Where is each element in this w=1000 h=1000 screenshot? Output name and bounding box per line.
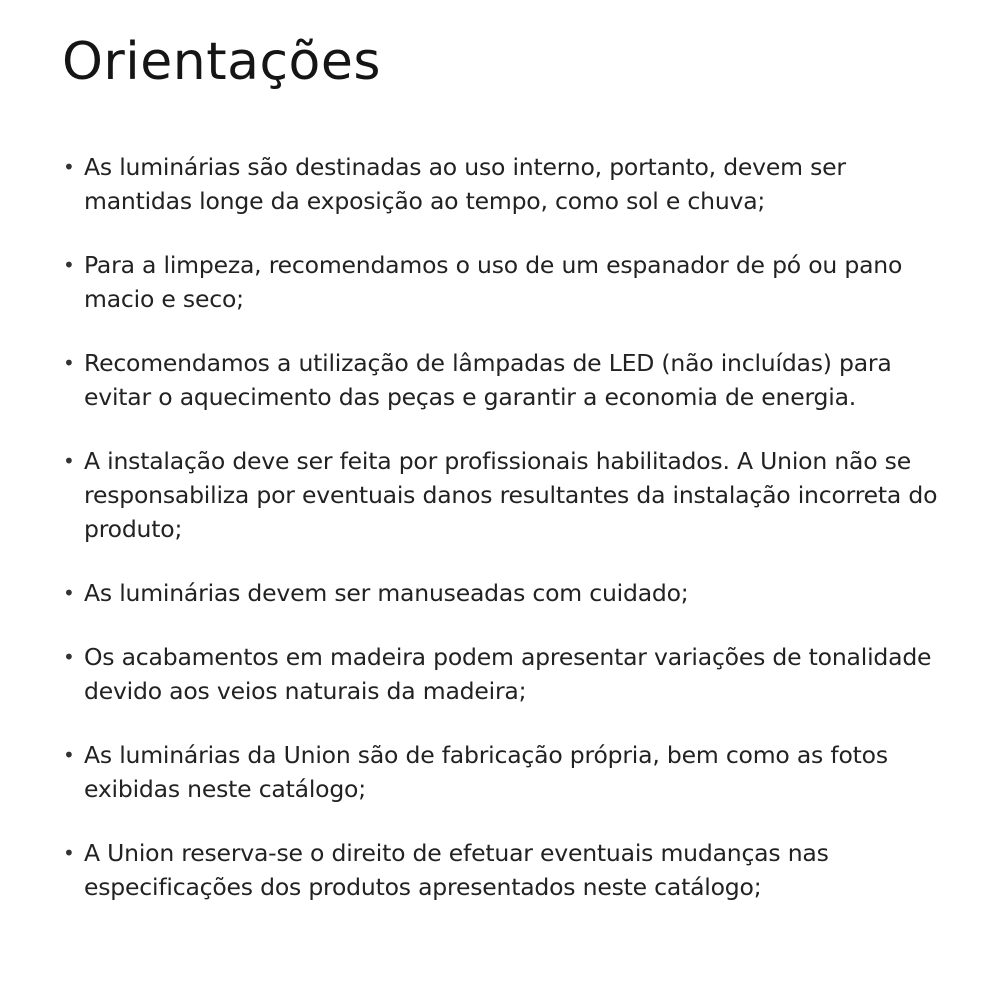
list-item — [0, 248, 944, 316]
page-title: Orientações — [62, 32, 381, 92]
bullet-icon: • — [63, 253, 75, 277]
list-item-text: As luminárias são destinadas ao uso interno, portanto, devem ser mantidas longe da exposição ao tempo, como sol e chuva; — [84, 153, 846, 215]
bullet-icon: • — [63, 351, 75, 375]
list-item — [0, 738, 944, 806]
list-item — [0, 444, 944, 546]
list-item-text: A Union reserva-se o direito de efetuar eventuais mudanças nas especificações dos produtos apresentados neste catálogo; — [84, 839, 829, 901]
list-item — [0, 346, 944, 414]
bullet-icon: • — [63, 841, 75, 865]
guidelines-list — [0, 150, 1000, 934]
bullet-icon: • — [63, 743, 75, 767]
bullet-icon: • — [63, 449, 75, 473]
bullet-icon: • — [63, 645, 75, 669]
list-item-text: As luminárias devem ser manuseadas com cuidado; — [84, 579, 689, 607]
list-item-text: As luminárias da Union são de fabricação própria, bem como as fotos exibidas neste catálogo; — [84, 741, 888, 803]
bullet-icon: • — [63, 581, 75, 605]
list-item-text: Para a limpeza, recomendamos o uso de um espanador de pó ou pano macio e seco; — [84, 251, 903, 313]
list-item — [0, 150, 944, 218]
list-item — [0, 640, 944, 708]
list-item-text: Os acabamentos em madeira podem apresentar variações de tonalidade devido aos veios naturais da madeira; — [84, 643, 932, 705]
list-item — [0, 576, 944, 610]
bullet-icon: • — [63, 155, 75, 179]
list-item-text: A instalação deve ser feita por profissionais habilitados. A Union não se responsabiliza por eventuais danos resultantes da instalação incorreta do produto; — [84, 447, 938, 543]
list-item-text: Recomendamos a utilização de lâmpadas de LED (não incluídas) para evitar o aquecimento das peças e garantir a economia de energia. — [84, 349, 892, 411]
list-item — [0, 836, 944, 904]
